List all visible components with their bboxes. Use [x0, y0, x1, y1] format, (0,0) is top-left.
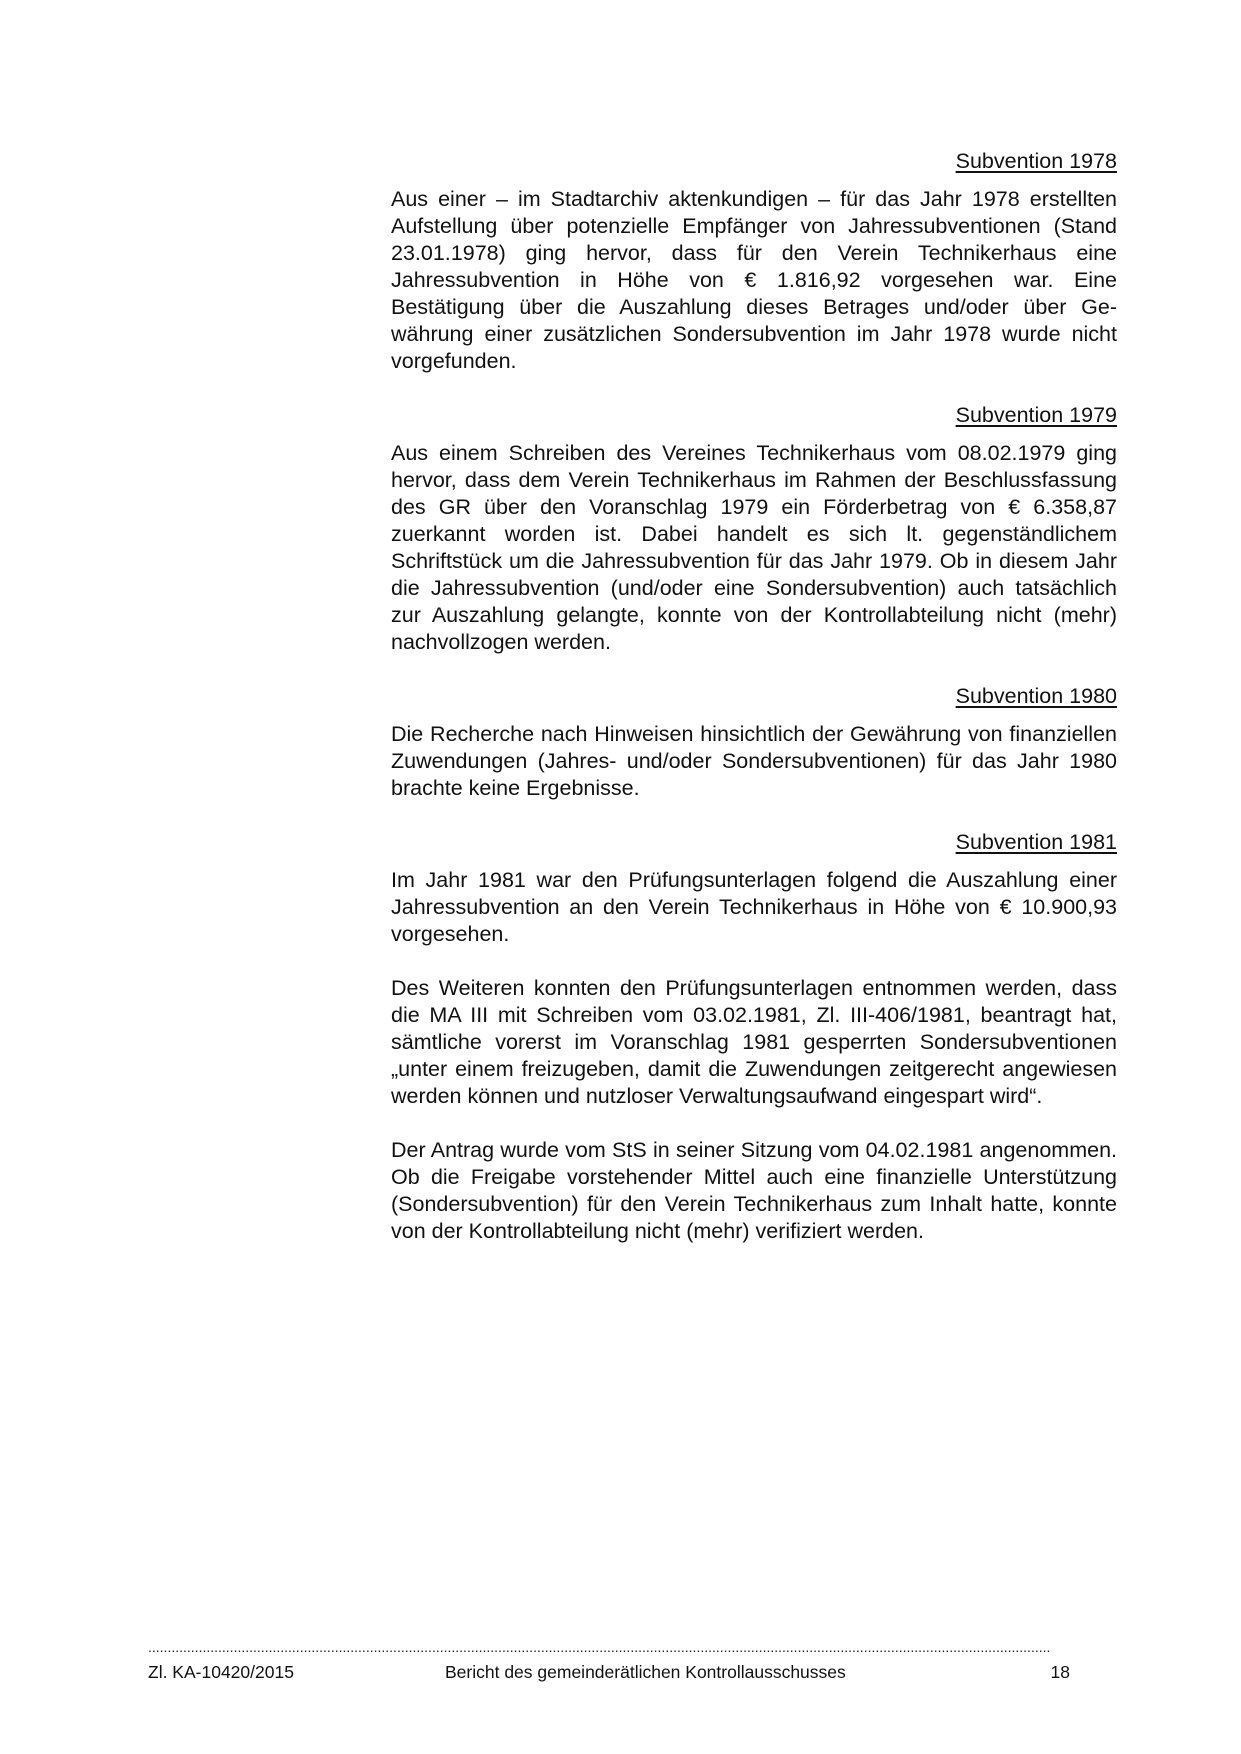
page-footer [148, 1640, 1092, 1684]
section-subvention-1979 [391, 402, 1117, 656]
paragraph: Aus einem Schreiben des Vereines Technikerhaus vom 08.02.1979 ging hervor, dass dem Verein Technikerhaus im Rahmen der Beschlussfassung des GR über den Voranschlag 1979 ein Förderbetrag von € 6.358,87 zuerkannt worden ist. Dabei handelt es sich lt. gegenständlichem Schriftstück um die Jahressubvention für das Jahr 1979. Ob in diesem Jahr die Jahressubvention (und/oder eine Sondersubvention) auch tatsächlich zur Auszahlung gelangte, konnte von der Kontrollabteilung nicht (mehr) nachvollzogen werden. [391, 441, 1117, 654]
section-heading: Subvention 1981 [955, 830, 1117, 854]
footer-reference: Zl. KA-10420/2015 [148, 1662, 294, 1682]
footer-dotted-rule: ........................................................................................................................................................................................................................................ [148, 1640, 1051, 1654]
paragraph: Des Weiteren konnten den Prüfungsunterlagen entnommen werden, dass die MA III mit Schreiben vom 03.02.1981, Zl. III-406/1981, beantragt hat, sämtliche vorerst im Voranschlag 1981 gesperrten Sondersubventionen „unter einem freizugeben, damit die Zuwendungen zeitgerecht angewiesen werden können und nutzloser Verwaltungsaufwand eingespart wird“. [391, 976, 1117, 1108]
footer-title: Bericht des gemeinderätlichen Kontrollausschusses [445, 1662, 846, 1682]
footer-row [148, 1660, 1092, 1684]
section-subvention-1980 [391, 683, 1117, 802]
section-heading: Subvention 1980 [955, 684, 1117, 708]
report-body [391, 148, 1117, 1272]
section-subvention-1978 [391, 148, 1117, 375]
paragraph: Der Antrag wurde vom StS in seiner Sitzung vom 04.02.1981 angenommen. Ob die Freigabe vorstehender Mittel auch eine finanzielle Unterstützung (Sondersubvention) für den Verein Technikerhaus zum Inhalt hatte, konnte von der Kontrollabteilung nicht (mehr) verifiziert werden. [391, 1138, 1117, 1243]
paragraph: Aus einer – im Stadtarchiv aktenkundigen – für das Jahr 1978 erstellten Aufstellung über potenzielle Empfänger von Jahressubventionen (Stand 23.01.1978) ging hervor, dass für den Verein Technikerhaus eine Jahressubvention in Höhe von € 1.816,92 vorgesehen war. Eine Bestätigung über die Auszahlung dieses Betrages und/oder über Gewährung einer zusätzlichen Sondersubvention im Jahr 1978 wurde nicht vorgefunden. [391, 187, 1117, 373]
paragraph: Die Recherche nach Hinweisen hinsichtlich der Gewährung von finanziellen Zuwendungen (Jahres- und/oder Sondersubventionen) für das Jahr 1980 brachte keine Ergebnisse. [391, 722, 1117, 800]
section-heading: Subvention 1978 [955, 149, 1117, 173]
paragraph: Im Jahr 1981 war den Prüfungsunterlagen folgend die Auszahlung einer Jahressubvention an den Verein Technikerhaus in Höhe von € 10.900,93 vorgesehen. [391, 868, 1117, 946]
section-heading: Subvention 1979 [955, 403, 1117, 427]
section-subvention-1981 [391, 829, 1117, 1245]
page-number: 18 [1050, 1662, 1070, 1682]
